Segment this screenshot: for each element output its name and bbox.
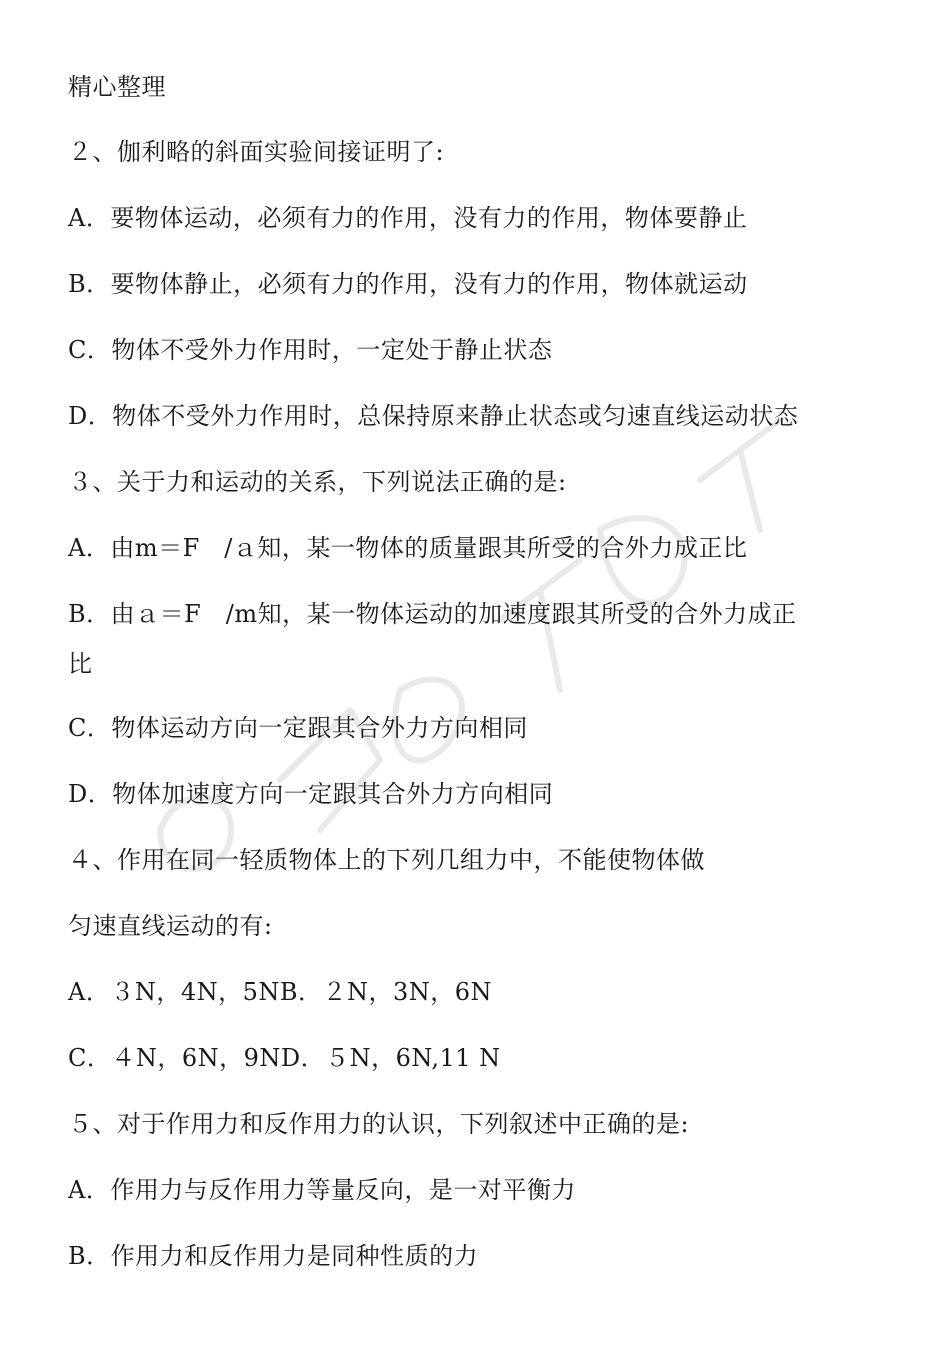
question-2-stem: ２、伽利略的斜面实验间接证明了: xyxy=(68,138,445,166)
question-5-stem: ５、对于作用力和反作用力的认识，下列叙述中正确的是: xyxy=(68,1110,690,1138)
question-2-option-d: D．物体不受外力作用时，总保持原来静止状态或匀速直线运动状态 xyxy=(68,402,799,430)
question-5-option-b: B．作用力和反作用力是同种性质的力 xyxy=(68,1242,479,1270)
question-5-option-a: A．作用力与反作用力等量反向，是一对平衡力 xyxy=(68,1176,576,1204)
question-4-stem: ４、作用在同一轻质物体上的下列几组力中，不能使物体做 xyxy=(68,846,705,874)
page-header: 精心整理 xyxy=(68,73,166,101)
question-3-option-d: D．物体加速度方向一定跟其合外力方向相同 xyxy=(68,780,554,808)
question-4-options-ab: A．３N，4N，5NB．２N，3N，6N xyxy=(68,978,493,1006)
question-4-stem-continued: 匀速直线运动的有: xyxy=(68,912,273,940)
question-2-option-b: B．要物体静止，必须有力的作用，没有力的作用，物体就运动 xyxy=(68,270,748,298)
question-3-stem: ３、关于力和运动的关系，下列说法正确的是: xyxy=(68,468,567,496)
question-2-option-a: A．要物体运动，必须有力的作用，没有力的作用，物体要静止 xyxy=(68,204,748,232)
question-3-option-c: C．物体运动方向一定跟其合外力方向相同 xyxy=(68,714,528,742)
question-3-option-b-continued: 比 xyxy=(68,650,93,678)
question-3-option-a: A．由m＝F /ａ知，某一物体的质量跟其所受的合外力成正比 xyxy=(68,534,748,562)
question-4-options-cd: C．４N，6N，9ND．５N，6N,11 N xyxy=(68,1044,501,1072)
watermark-stamp xyxy=(120,360,820,920)
question-2-option-c: C．物体不受外力作用时，一定处于静止状态 xyxy=(68,336,553,364)
question-3-option-b: B．由ａ＝F /m知，某一物体运动的加速度跟其所受的合外力成正 xyxy=(68,600,797,628)
